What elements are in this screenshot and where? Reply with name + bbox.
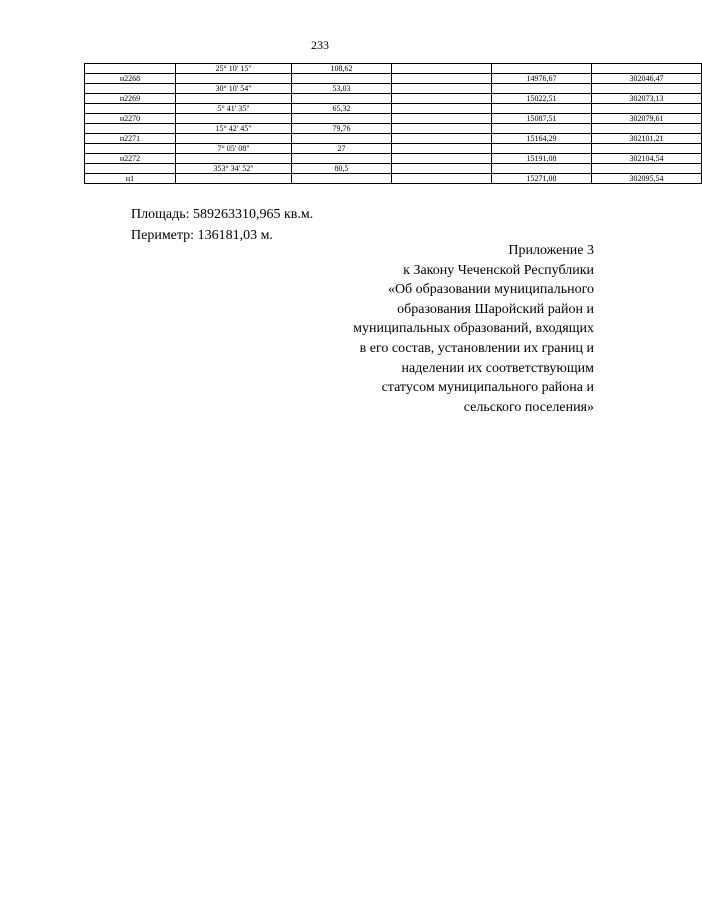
x-coordinate-cell: [492, 124, 592, 134]
table-row: [85, 74, 702, 84]
angle-cell: 353° 34' 52": [176, 164, 292, 174]
table-row: [85, 154, 702, 164]
angle-cell: [176, 174, 292, 184]
y-coordinate-cell: [592, 164, 702, 174]
angle-cell: 15° 42' 45": [176, 124, 292, 134]
y-coordinate-cell: 302073,13: [592, 94, 702, 104]
distance-cell: [292, 74, 392, 84]
table-row: [85, 64, 702, 74]
distance-cell: 108,62: [292, 64, 392, 74]
point-cell: н2271: [85, 134, 176, 144]
appendix-line: статусом муниципального района и: [381, 380, 594, 396]
point-cell: [85, 64, 176, 74]
angle-cell: [176, 94, 292, 104]
x-coordinate-cell: [492, 84, 592, 94]
empty-cell: [392, 84, 492, 94]
table-row: [85, 164, 702, 174]
point-cell: [85, 124, 176, 134]
table-row: [85, 84, 702, 94]
coordinates-table-body: [85, 64, 702, 184]
distance-cell: 80,5: [292, 164, 392, 174]
point-cell: [85, 144, 176, 154]
appendix-heading: [264, 241, 594, 417]
x-coordinate-cell: 15271,08: [492, 174, 592, 184]
x-coordinate-cell: 15022,51: [492, 94, 592, 104]
y-coordinate-cell: 302079,61: [592, 114, 702, 124]
point-cell: н1: [85, 174, 176, 184]
y-coordinate-cell: 302104,54: [592, 154, 702, 164]
x-coordinate-cell: [492, 64, 592, 74]
appendix-line: сельского поселения»: [463, 399, 594, 415]
appendix-line: муниципальных образований, входящих: [353, 321, 594, 337]
distance-cell: 79,76: [292, 124, 392, 134]
empty-cell: [392, 174, 492, 184]
distance-cell: 27: [292, 144, 392, 154]
angle-cell: 25° 10' 15": [176, 64, 292, 74]
empty-cell: [392, 94, 492, 104]
table-row: [85, 104, 702, 114]
y-coordinate-cell: 302046,47: [592, 74, 702, 84]
empty-cell: [392, 114, 492, 124]
table-row: [85, 174, 702, 184]
x-coordinate-cell: 14976,67: [492, 74, 592, 84]
x-coordinate-cell: [492, 104, 592, 114]
empty-cell: [392, 64, 492, 74]
empty-cell: [392, 144, 492, 154]
table-row: [85, 114, 702, 124]
angle-cell: 5° 41' 35": [176, 104, 292, 114]
coordinates-table: [84, 63, 702, 184]
table-row: [85, 124, 702, 134]
x-coordinate-cell: [492, 144, 592, 154]
appendix-line: в его состав, установлении их границ и: [359, 340, 594, 356]
area-summary: Площадь: 589263310,965 кв.м.: [131, 207, 314, 222]
point-cell: н2269: [85, 94, 176, 104]
x-coordinate-cell: [492, 164, 592, 174]
empty-cell: [392, 104, 492, 114]
distance-cell: [292, 154, 392, 164]
y-coordinate-cell: 302101,21: [592, 134, 702, 144]
table-row: [85, 134, 702, 144]
point-cell: н2272: [85, 154, 176, 164]
x-coordinate-cell: 15087,51: [492, 114, 592, 124]
y-coordinate-cell: [592, 124, 702, 134]
distance-cell: 53,03: [292, 84, 392, 94]
point-cell: [85, 84, 176, 94]
angle-cell: 7° 05' 08": [176, 144, 292, 154]
point-cell: [85, 104, 176, 114]
distance-cell: [292, 134, 392, 144]
angle-cell: [176, 154, 292, 164]
y-coordinate-cell: [592, 104, 702, 114]
table-row: [85, 144, 702, 154]
point-cell: н2270: [85, 114, 176, 124]
appendix-line: к Закону Чеченской Республики: [403, 262, 594, 278]
empty-cell: [392, 134, 492, 144]
y-coordinate-cell: [592, 64, 702, 74]
appendix-line: «Об образовании муниципального: [387, 282, 594, 298]
angle-cell: [176, 114, 292, 124]
angle-cell: [176, 134, 292, 144]
distance-cell: [292, 94, 392, 104]
empty-cell: [392, 124, 492, 134]
angle-cell: 30° 10' 54": [176, 84, 292, 94]
perimeter-summary: Периметр: 136181,03 м.: [131, 228, 273, 243]
empty-cell: [392, 74, 492, 84]
x-coordinate-cell: 15191,08: [492, 154, 592, 164]
empty-cell: [392, 164, 492, 174]
table-row: [85, 94, 702, 104]
empty-cell: [392, 154, 492, 164]
distance-cell: [292, 114, 392, 124]
appendix-line: образования Шаройский район и: [397, 301, 594, 317]
page-number: 233: [311, 38, 329, 52]
y-coordinate-cell: [592, 84, 702, 94]
point-cell: [85, 164, 176, 174]
angle-cell: [176, 74, 292, 84]
appendix-line: наделении их соответствующим: [401, 360, 594, 376]
point-cell: н2268: [85, 74, 176, 84]
y-coordinate-cell: [592, 144, 702, 154]
y-coordinate-cell: 302095,54: [592, 174, 702, 184]
x-coordinate-cell: 15164,29: [492, 134, 592, 144]
appendix-line: Приложение 3: [508, 243, 594, 258]
distance-cell: 65,32: [292, 104, 392, 114]
distance-cell: [292, 174, 392, 184]
